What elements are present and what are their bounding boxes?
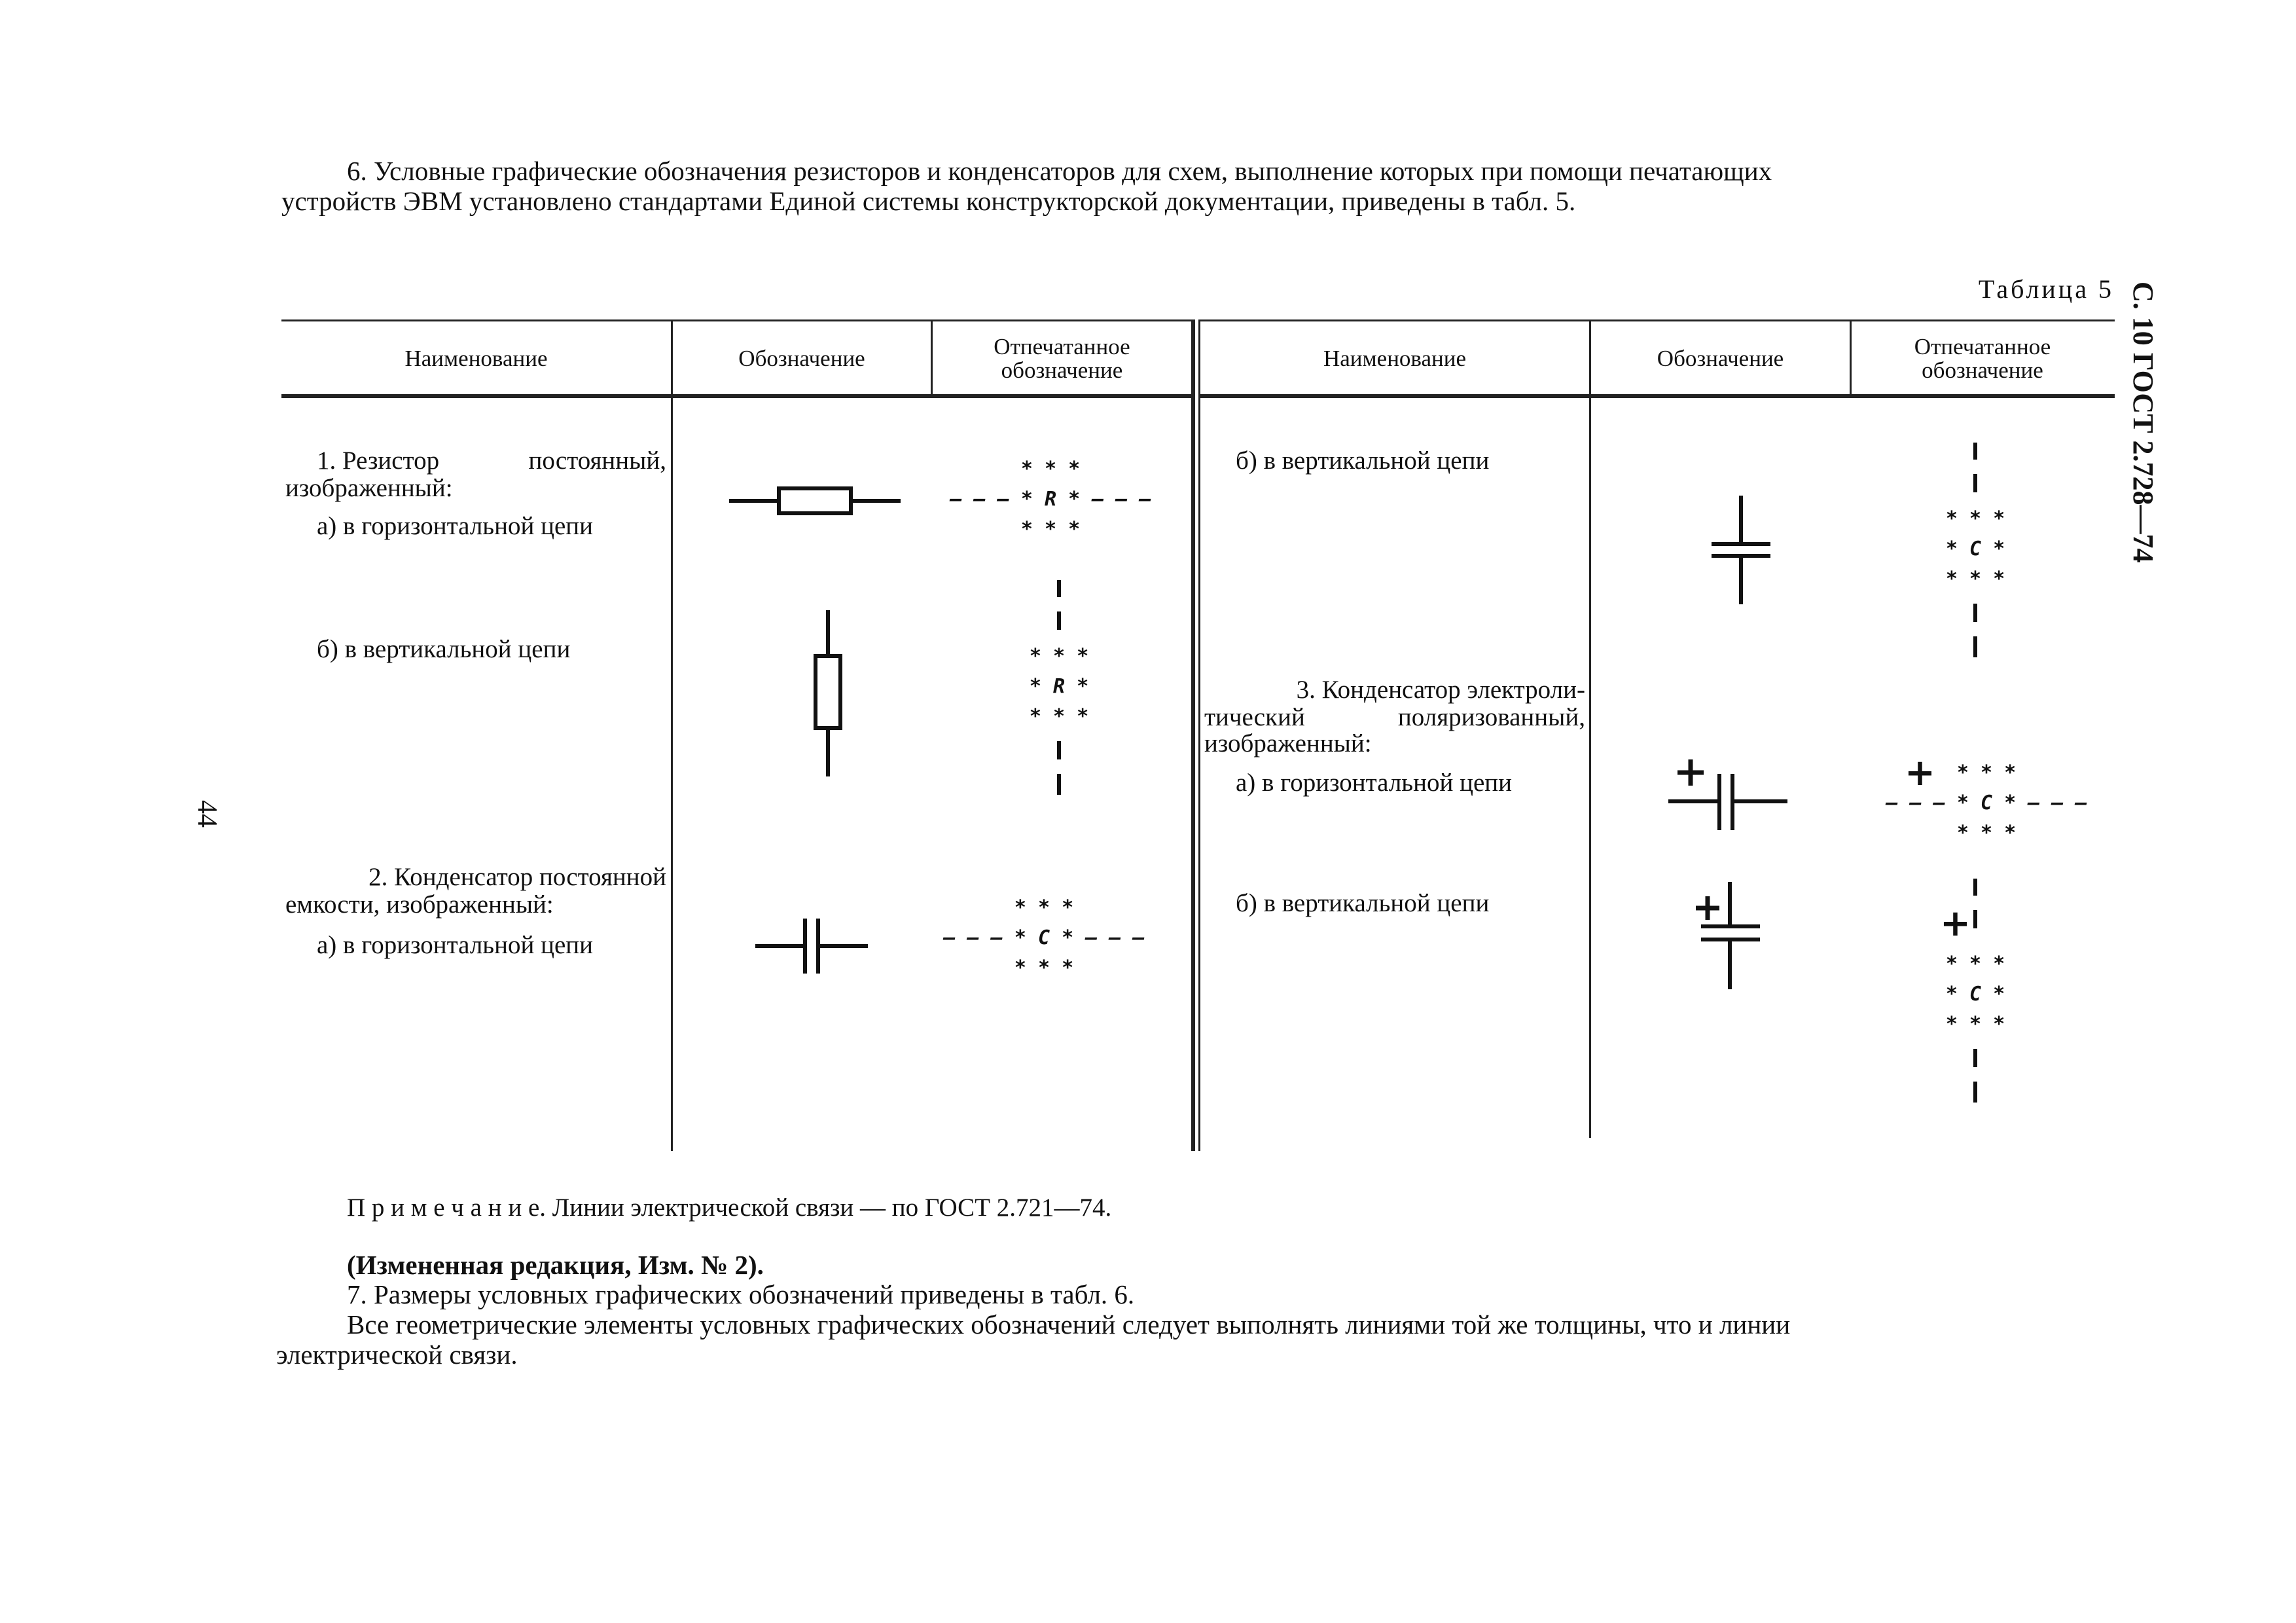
- header-printed-right-1: Отпечатанное: [1914, 334, 2051, 359]
- row2-title-a: 2. Конденсатор постоянной: [368, 863, 666, 891]
- printed-electrolytic-h-mid: – – – * C * – – –: [1886, 792, 2087, 814]
- page-number: 44: [192, 800, 222, 828]
- row3-title-a: 3. Конденсатор электроли-: [1296, 676, 1585, 704]
- printed-resistor-h-top: * * *: [1020, 458, 1081, 481]
- printed-electrolytic-v-bot: * * *: [1945, 1013, 2005, 1036]
- printed-capacitor-v-mid: * C *: [1945, 538, 2005, 560]
- resistor-vertical-symbol: [805, 609, 851, 779]
- paragraph-8-line1: Все геометрические элементы условных графических обозначений следует выполнять линиями той же толщины, что и линии: [347, 1309, 1791, 1340]
- col-divider-4: [1589, 319, 1591, 1138]
- table-top-rule-right: [1200, 319, 2115, 321]
- table-label: Таблица 5: [1978, 274, 2114, 304]
- printed-electrolytic-v-plus: +: [1940, 902, 1971, 945]
- electrolytic-capacitor-vertical-symbol: [1692, 881, 1777, 992]
- resistor-horizontal-symbol: [726, 478, 903, 524]
- printed-resistor-v-mid: * R *: [1029, 675, 1089, 698]
- side-running-header: С. 10 ГОСТ 2.728—74: [2127, 282, 2159, 563]
- printed-capacitor-h-mid: – – – * C * – – –: [943, 926, 1145, 949]
- header-name-right: Наименование: [1323, 346, 1467, 371]
- printed-electrolytic-h-plus: +: [1905, 752, 1935, 794]
- printed-resistor-v-dashes-top: [1052, 577, 1066, 636]
- capacitor-horizontal-symbol: [753, 913, 870, 979]
- header-symbol-left: Обозначение: [738, 346, 865, 371]
- row2a-label: а) в горизонтальной цепи: [317, 931, 593, 959]
- row1-title-a: 1. Резистор: [317, 447, 440, 475]
- row3-title-d: изображенный:: [1204, 729, 1372, 757]
- printed-resistor-v-top: * * *: [1029, 645, 1089, 668]
- printed-capacitor-h-bot: * * *: [1014, 957, 1074, 979]
- printed-resistor-h-mid: – – – * R * – – –: [950, 488, 1151, 511]
- header-rule-right: [1200, 394, 2115, 398]
- paragraph-7: 7. Размеры условных графических обозначений приведены в табл. 6.: [347, 1279, 1135, 1309]
- printed-electrolytic-v-dashes-top: [1969, 876, 1982, 941]
- electrolytic-capacitor-horizontal-symbol: [1666, 758, 1790, 837]
- printed-electrolytic-v-top: * * *: [1945, 953, 2005, 976]
- header-printed-right-2: обозначение: [1922, 357, 2043, 383]
- printed-capacitor-h-top: * * *: [1014, 896, 1074, 919]
- header-printed-left-2: обозначение: [1001, 357, 1123, 383]
- header-printed-left-1: Отпечатанное: [994, 334, 1130, 359]
- row1-title-b: постоянный,: [528, 447, 666, 475]
- table-note: П р и м е ч а н и е. Линии электрической связи — по ГОСТ 2.721—74.: [347, 1194, 1112, 1222]
- row3b-label: б) в вертикальной цепи: [1236, 889, 1490, 917]
- col-divider-1: [671, 319, 673, 1151]
- printed-resistor-h-bot: * * *: [1020, 518, 1081, 541]
- row1-title-c: изображенный:: [285, 474, 453, 502]
- row1a-label: а) в горизонтальной цепи: [317, 512, 593, 540]
- row1b-label: б) в вертикальной цепи: [317, 635, 571, 663]
- printed-capacitor-v-dashes-bot: [1969, 601, 1982, 666]
- col-divider-center: [1191, 319, 1195, 1151]
- printed-capacitor-v-top: * * *: [1945, 507, 2005, 530]
- col-divider-center-b: [1198, 319, 1200, 1151]
- row2b-label: б) в вертикальной цепи: [1236, 447, 1490, 475]
- capacitor-vertical-symbol: [1705, 494, 1777, 606]
- amendment-note: (Измененная редакция, Изм. № 2).: [347, 1250, 764, 1280]
- row3-title-b: тический: [1204, 703, 1305, 731]
- table-top-rule: [281, 319, 1193, 321]
- printed-electrolytic-h-bot: * * *: [1956, 822, 2017, 845]
- header-name-left: Наименование: [404, 346, 548, 371]
- printed-electrolytic-v-mid: * C *: [1945, 983, 2005, 1006]
- row3-title-c: поляризованный,: [1397, 703, 1585, 731]
- printed-capacitor-v-dashes-top: [1969, 440, 1982, 512]
- printed-electrolytic-v-dashes-bot: [1969, 1046, 1982, 1112]
- paragraph-6-line2: устройств ЭВМ установлено стандартами Единой системы конструкторской документации, приведены в табл. 5.: [281, 186, 1576, 216]
- paragraph-8-line2: электрической связи.: [276, 1340, 518, 1370]
- printed-resistor-v-bot: * * *: [1029, 705, 1089, 728]
- row3a-label: а) в горизонтальной цепи: [1236, 769, 1512, 797]
- row2-title-b: емкости, изображенный:: [285, 890, 554, 919]
- header-rule-left: [281, 394, 1193, 398]
- printed-capacitor-v-bot: * * *: [1945, 568, 2005, 591]
- paragraph-6-line1: 6. Условные графические обозначения резисторов и конденсаторов для схем, выполнение которых при помощи печатающих: [347, 156, 1772, 186]
- header-symbol-right: Обозначение: [1657, 346, 1784, 371]
- printed-electrolytic-h-top: * * *: [1956, 761, 2017, 784]
- printed-resistor-v-dashes-bot: [1052, 739, 1066, 804]
